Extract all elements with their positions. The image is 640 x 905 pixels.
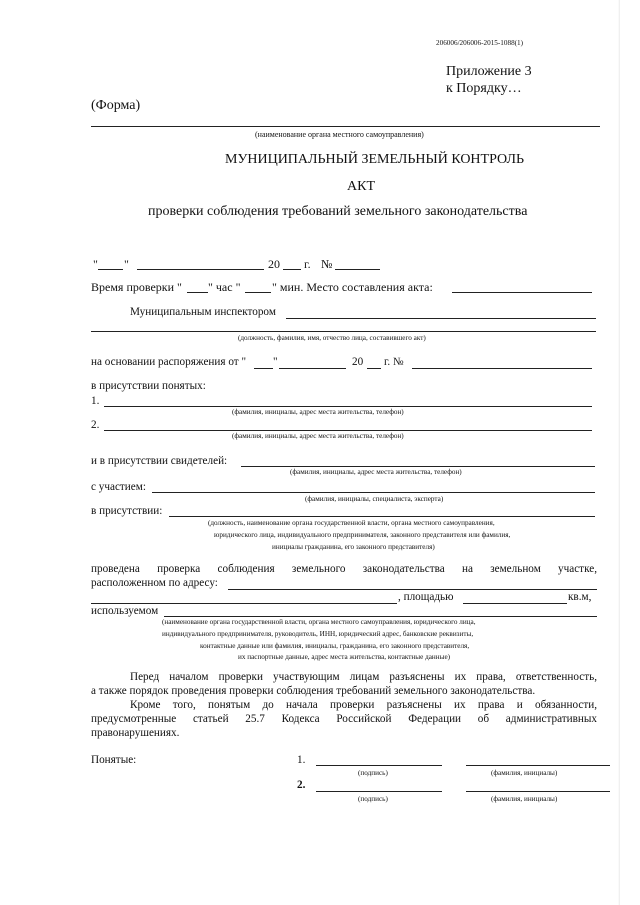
order-number-line <box>412 368 592 369</box>
used-by-caption-2: индивидуального предпринимателя, руководитель, ИНН, юридический адрес, банковские реквизиты, <box>162 630 474 638</box>
order-month-line <box>279 368 346 369</box>
date-month-line <box>137 269 264 270</box>
presence-caption-1: (должность, наименование органа государственной власти, органа местного самоуправления, <box>208 519 495 527</box>
date-quote-open: " <box>93 257 98 271</box>
address-line-1 <box>228 589 597 590</box>
date-year-prefix: 20 <box>268 257 280 271</box>
document-id: 206006/206006-2015-1088(1) <box>436 39 524 47</box>
name-caption-1: (фамилия, инициалы) <box>491 769 558 777</box>
date-year-suffix: г. <box>304 257 311 271</box>
control-title: МУНИЦИПАЛЬНЫЙ ЗЕМЕЛЬНЫЙ КОНТРОЛЬ <box>225 152 524 167</box>
time-place-text: " мин. Место составления акта: <box>272 280 433 294</box>
name-line-2 <box>466 791 610 792</box>
order-day-line <box>254 368 273 369</box>
address-line-2 <box>91 603 397 604</box>
attesting-line-2 <box>104 430 592 431</box>
date-number-sign: № <box>321 257 333 271</box>
inspector-label: Муниципальным инспектором <box>130 306 276 318</box>
appendix-line-2: к Порядку… <box>446 81 522 96</box>
signature-number-2: 2. <box>297 779 306 791</box>
area-unit: кв.м, <box>568 591 592 603</box>
time-minutes-line <box>245 292 271 293</box>
inspector-line-2 <box>91 331 596 332</box>
presence-caption-2: юридического лица, индивидуального предпринимателя, законного представителя или фамилия, <box>214 531 511 539</box>
used-by-caption-4: их паспортные данные, адрес места жительства, контактные данные) <box>238 653 451 661</box>
inspector-caption: (должность, фамилия, имя, отчество лица, составившего акт) <box>238 334 426 342</box>
rights-p2-line-1: Кроме того, понятым до начала проверки разъяснены их права и обязанности, <box>130 699 597 711</box>
name-line-1 <box>466 765 610 766</box>
signature-caption-2: (подпись) <box>358 795 388 803</box>
rights-p2-line-3: правонарушениях. <box>91 727 180 739</box>
date-day-line <box>98 269 123 270</box>
participation-label: с участием: <box>91 481 146 493</box>
order-mid: " <box>273 356 278 368</box>
participation-caption: (фамилия, инициалы, специалиста, эксперта) <box>305 495 444 503</box>
date-quote-close: " <box>124 257 129 271</box>
name-caption-2: (фамилия, инициалы) <box>491 795 558 803</box>
used-by-label: используемом <box>91 605 159 617</box>
signature-line-2 <box>316 791 442 792</box>
org-caption: (наименование органа местного самоуправления) <box>255 130 424 139</box>
presence-label: в присутствии: <box>91 505 163 517</box>
inspection-line-2: расположенном по адресу: <box>91 577 218 589</box>
area-label: , площадью <box>398 591 454 603</box>
rights-p1-line-1: Перед началом проверки участвующим лицам разъяснены их права, ответственность, <box>130 671 597 683</box>
form-label: (Форма) <box>91 98 141 113</box>
used-by-caption-1: (наименование органа государственной власти, органа местного самоуправления, юридического лица, <box>162 618 476 626</box>
act-subtitle: проверки соблюдения требований земельного законодательства <box>148 204 528 219</box>
appendix-line-1: Приложение 3 <box>446 64 532 79</box>
date-number-line <box>335 269 380 270</box>
place-line <box>452 292 592 293</box>
order-year: 20 <box>352 356 364 368</box>
order-suffix: г. № <box>384 356 404 368</box>
used-by-caption-3: контактные данные или фамилия, инициалы, гражданина, его законного представителя, <box>200 642 470 650</box>
witnesses-caption: (фамилия, инициалы, адрес места жительства, телефон) <box>290 468 462 476</box>
witnesses-label: и в присутствии свидетелей: <box>91 455 228 467</box>
date-year-line <box>283 269 301 270</box>
area-line <box>463 603 567 604</box>
inspector-line-1 <box>286 318 596 319</box>
attesting-label: в присутствии понятых: <box>91 380 206 392</box>
presence-line <box>169 516 595 517</box>
rights-p1-line-2: а также порядок проведения проверки соблюдения требований земельного законодательства. <box>91 685 536 697</box>
attesting-caption-2: (фамилия, инициалы, адрес места жительства, телефон) <box>232 432 404 440</box>
act-title: АКТ <box>347 179 375 194</box>
org-name-line <box>91 126 600 127</box>
signature-line-1 <box>316 765 442 766</box>
rights-p2-line-2: предусмотренные статьей 25.7 Кодекса Российской Федерации об административных <box>91 713 597 725</box>
witnesses-line <box>241 466 595 467</box>
signatures-label: Понятые: <box>91 754 137 766</box>
attesting-caption-1: (фамилия, инициалы, адрес места жительства, телефон) <box>232 408 404 416</box>
scan-edge <box>618 0 620 905</box>
order-year-line <box>367 368 381 369</box>
participation-line <box>152 492 595 493</box>
used-by-line <box>164 616 597 617</box>
time-hours-text: " час " <box>208 280 241 294</box>
inspection-line-1: проведена проверка соблюдения земельного законодательства на земельном участке, <box>91 563 597 575</box>
presence-caption-3: инициалы гражданина, его законного представителя) <box>272 543 435 551</box>
attesting-number-2: 2. <box>91 419 100 431</box>
signature-number-1: 1. <box>297 754 306 766</box>
signature-caption-1: (подпись) <box>358 769 388 777</box>
attesting-line-1 <box>104 406 592 407</box>
time-hours-line <box>187 292 208 293</box>
time-prefix: Время проверки " <box>91 280 182 294</box>
order-prefix: на основании распоряжения от " <box>91 356 247 368</box>
attesting-number-1: 1. <box>91 395 100 407</box>
